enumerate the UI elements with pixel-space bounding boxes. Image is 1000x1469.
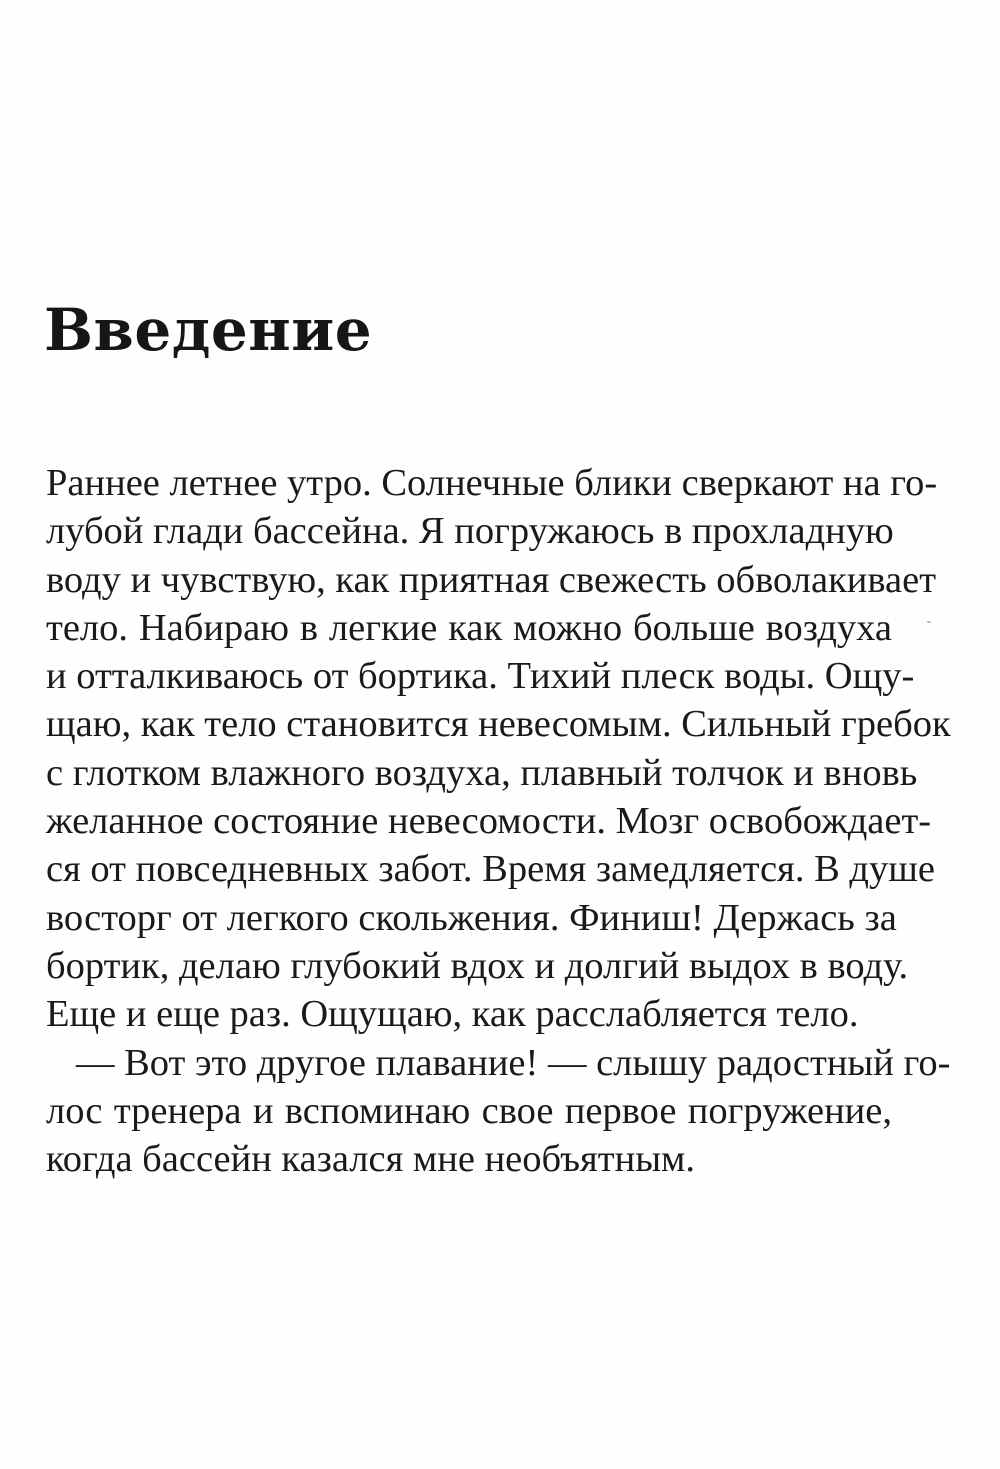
text-line: когда бассейн казался мне необъятным.	[46, 1138, 696, 1181]
text-line: лос тренера и вспоминаю свое первое погружение,	[46, 1089, 892, 1132]
text-line: ся от повседневных забот. Время замедляется. В душе	[46, 848, 935, 891]
text-line: Еще и еще раз. Ощущаю, как расслабляется тело.	[46, 993, 859, 1036]
text-line: с глотком влажного воздуха, плавный толчок и вновь	[46, 751, 918, 794]
text-line: — Вот это другое плавание! — слышу радостный го-	[76, 1041, 951, 1084]
text-line: Раннее летнее утро. Солнечные блики сверкают на го-	[46, 462, 938, 504]
text-line: воду и чувствую, как приятная свежесть обволакивает	[46, 558, 937, 601]
chapter-title: Введение	[44, 296, 373, 364]
text-line: лубой глади бассейна. Я погружаюсь в прохладную	[46, 510, 894, 553]
text-line: тело. Набираю в легкие как можно больше воздуха	[46, 606, 892, 649]
text-line: и отталкиваюсь от бортика. Тихий плеск воды. Ощу-	[46, 655, 915, 698]
text-line: бортик, делаю глубокий вдох и долгий выдох в воду.	[46, 944, 909, 987]
text-line: щаю, как тело становится невесомым. Сильный гребок	[46, 703, 951, 746]
scan-speck	[927, 621, 931, 623]
text-line: восторг от легкого скольжения. Финиш! Держась за	[46, 896, 897, 939]
text-line: желанное состояние невесомости. Мозг освобождает-	[46, 800, 932, 843]
body-text	[46, 459, 951, 1183]
